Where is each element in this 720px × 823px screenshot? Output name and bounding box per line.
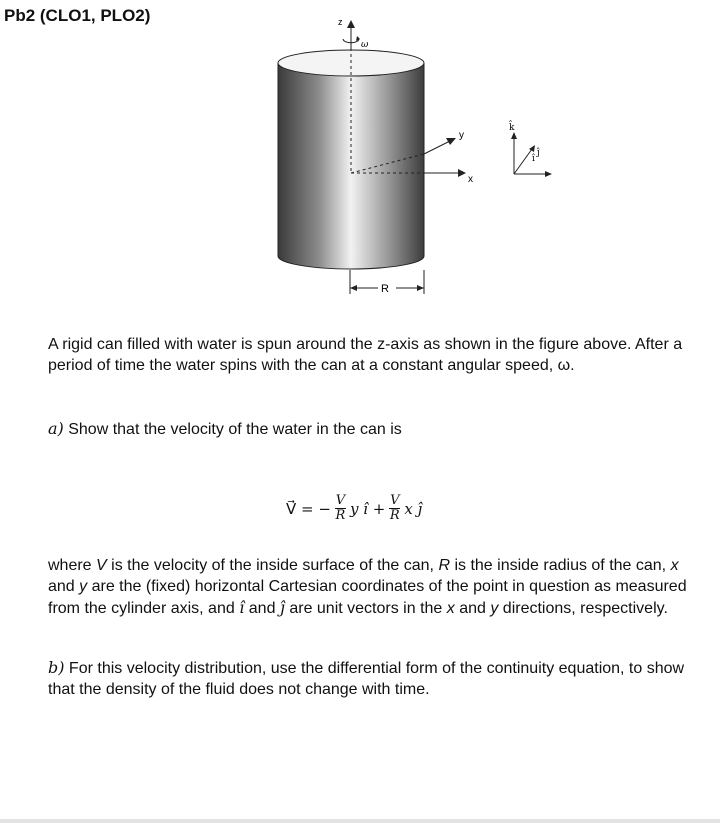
radius-label: R <box>381 283 389 295</box>
omega-label: ω <box>361 40 369 50</box>
unit-j-label: ĵ <box>537 148 540 158</box>
rotating-can-figure <box>270 8 570 298</box>
part-b-text: For this velocity distribution, use the differential form of the continuity equation, to show that the density of the fluid does not change with time. <box>48 660 685 698</box>
problem-heading: Pb2 (CLO1, PLO2) <box>4 6 151 25</box>
fraction-v-over-r-2: $\frac{V}{R}$ <box>389 493 400 523</box>
equation-tail: x ĵ <box>404 499 423 518</box>
part-a-label: a) <box>48 419 64 438</box>
velocity-equation <box>286 494 422 523</box>
equation-middle: y î + <box>349 499 386 518</box>
part-b-label: b) <box>48 658 65 677</box>
page-bottom-edge <box>0 819 720 823</box>
z-axis-label: z <box>338 17 343 27</box>
fraction-v-over-r-1: $\frac{V}{R}$ <box>335 493 346 523</box>
part-a-text: Show that the velocity of the water in the can is <box>63 421 402 438</box>
unit-i-label: î <box>532 154 535 164</box>
y-axis-label: y <box>459 130 464 141</box>
cylinder-body <box>278 63 424 269</box>
intro-paragraph: A rigid can filled with water is spun around the z-axis as shown in the figure above. After a period of time the water spins with the can at a constant angular speed, ω. <box>48 336 683 374</box>
unit-k-label: k̂ <box>509 123 515 133</box>
part-a-paragraph <box>48 418 688 440</box>
equation-lhs: V⃗ = − <box>286 499 331 518</box>
y-axis-line <box>424 141 450 154</box>
where-paragraph: where V is the velocity of the inside surface of the can, R is the inside radius of the can, x and y are the (fixed) horizontal Cartesian coordinates of the point in question as measured from the cylinder axis, and î and ĵ are unit vectors in the x and y directions, respectively. <box>48 557 687 617</box>
part-b-paragraph <box>48 657 688 700</box>
x-axis-label: x <box>468 174 473 185</box>
